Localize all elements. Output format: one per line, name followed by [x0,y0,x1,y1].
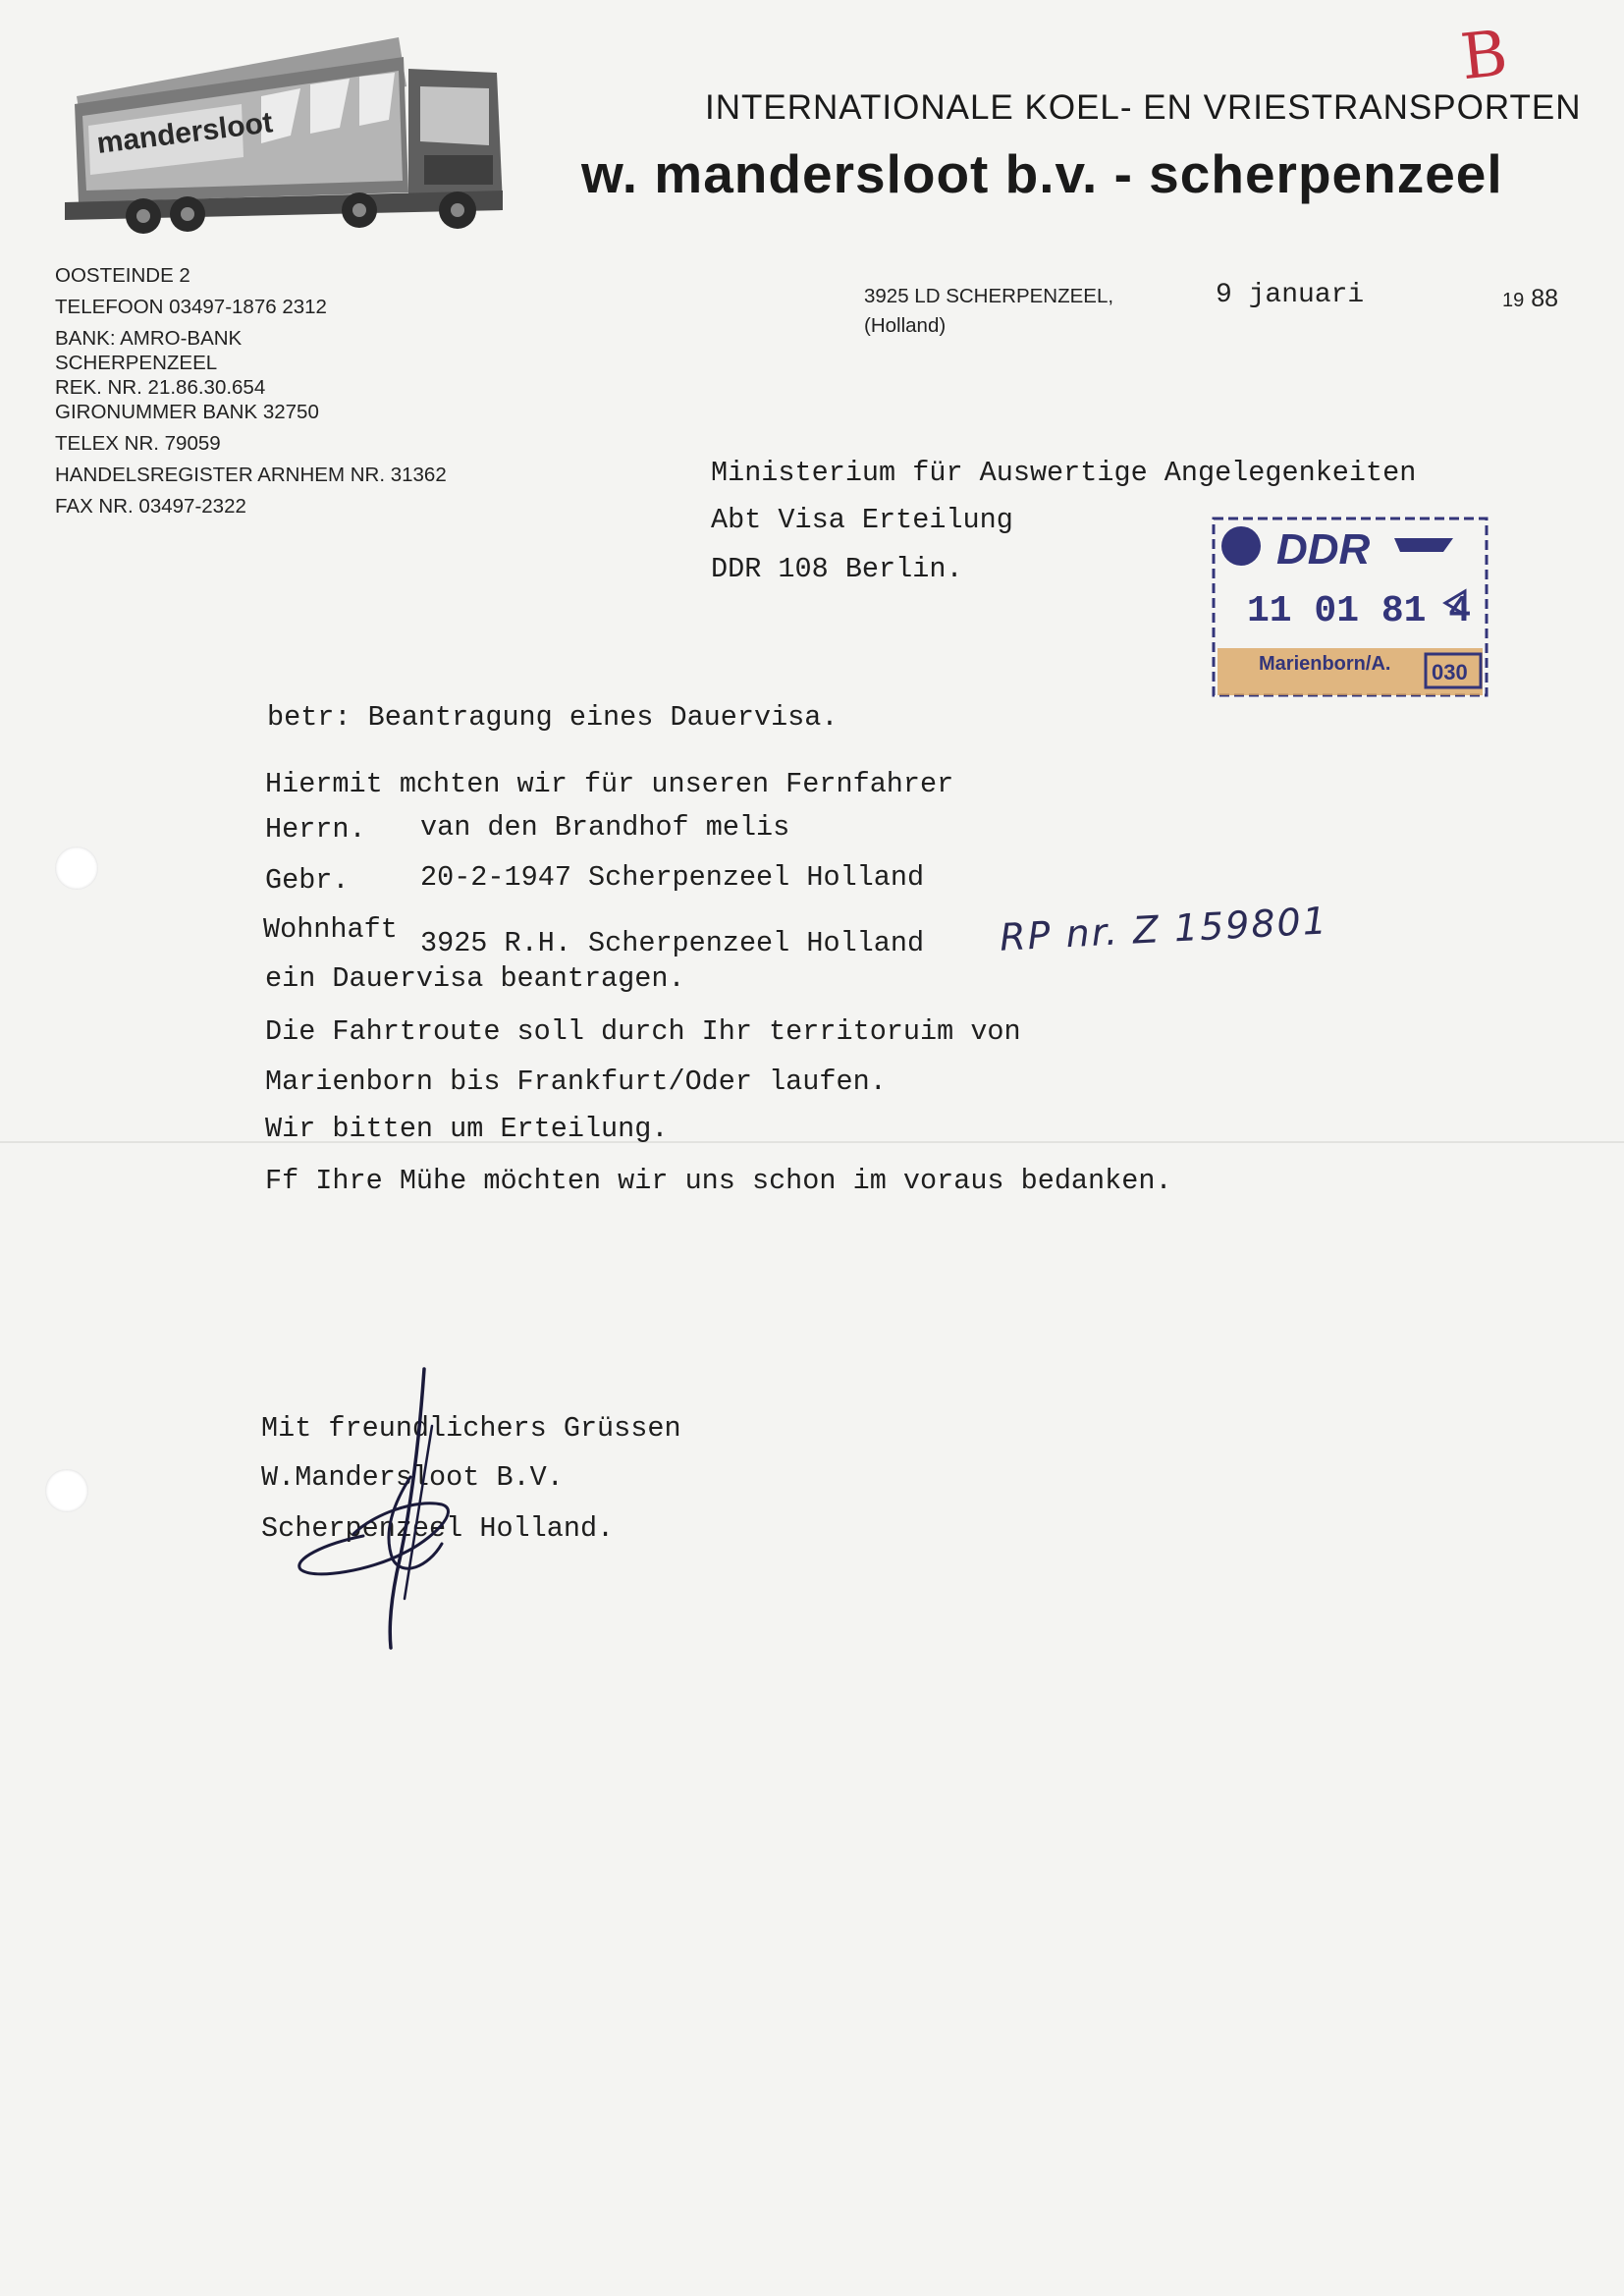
sender-line: TELEX NR. 79059 [55,432,221,455]
name-value: van den Brandhof melis [420,811,790,844]
birth-value: 20-2-1947 Scherpenzeel Holland [420,861,925,894]
body-intro: Hiermit mchten wir für unseren Fernfahrer [265,768,954,800]
recipient-line-1: Ministerium für Auswertige Angelegenkeiten [711,457,1417,489]
letterhead-company: w. mandersloot b.v. - scherpenzeel [581,143,1503,204]
place-block [864,282,1113,341]
closing-company: W.Mandersloot B.V. [261,1461,564,1494]
closing-greeting: Mit freundlichers Grüssen [261,1412,681,1445]
birth-label: Gebr. [265,864,350,897]
page-mark-handwritten: B [1457,17,1511,95]
address-label: Wohnhaft [263,913,398,946]
sender-line: TELEFOON 03497-1876 2312 [55,296,327,318]
stamp-code: 030 [1432,660,1468,684]
sender-line: BANK: AMRO-BANK [55,327,243,350]
place-country: (Holland) [864,314,947,337]
body-route-2: Marienborn bis Frankfurt/Oder laufen. [265,1066,887,1098]
address-value: 3925 R.H. Scherpenzeel Holland [420,927,925,959]
punch-hole-top [55,847,98,890]
recipient-line-3: DDR 108 Berlin. [711,553,963,585]
handwritten-signature [295,1367,471,1652]
sender-details [55,263,447,519]
stamp-country: DDR [1276,525,1371,574]
sender-line: SCHERPENZEEL [55,352,218,374]
sender-line: HANDELSREGISTER ARNHEM NR. 31362 [55,464,447,486]
letter-date: 9 januari [1216,280,1365,310]
punch-hole-bottom [45,1469,88,1512]
place-line: 3925 LD SCHERPENZEEL, [864,285,1114,307]
sender-line: REK. NR. 21.86.30.654 [55,376,266,399]
letter-year [1502,285,1558,313]
stamp-place: Marienborn/A. [1259,653,1391,675]
stamp-emblem-icon [1221,526,1261,566]
truck-logo-text: mandersloot [94,106,275,160]
sender-line: GIRONUMMER BANK 32750 [55,401,319,423]
body-ask: Wir bitten um Erteilung. [265,1113,669,1145]
body-thanks: Ff Ihre Mühe möchten wir uns schon im voraus bedanken. [265,1165,1172,1197]
closing-place: Scherpenzeel Holland. [261,1512,615,1545]
letterhead-tagline: INTERNATIONALE KOEL- EN VRIESTRANSPORTEN [705,88,1582,127]
year-suffix: 88 [1531,285,1559,312]
truck-logo [65,27,507,244]
sender-line: FAX NR. 03497-2322 [55,495,246,518]
name-label: Herrn. [265,813,366,846]
sender-line: OOSTEINDE 2 [55,264,190,287]
year-prefix: 19 [1502,290,1525,311]
recipient-line-2: Abt Visa Erteilung [711,504,1013,536]
paper-fold-line [0,1141,1624,1143]
handwritten-passport-note: RP nr. Z 159801 [999,899,1329,959]
body-request: ein Dauervisa beantragen. [265,962,685,995]
ddr-entry-stamp [1208,513,1492,701]
stamp-number: 11 01 81 4 [1247,590,1472,632]
body-route-1: Die Fahrtroute soll durch Ihr territoruim von [265,1015,1021,1048]
subject-line: betr: Beantragung eines Dauervisa. [267,701,839,734]
